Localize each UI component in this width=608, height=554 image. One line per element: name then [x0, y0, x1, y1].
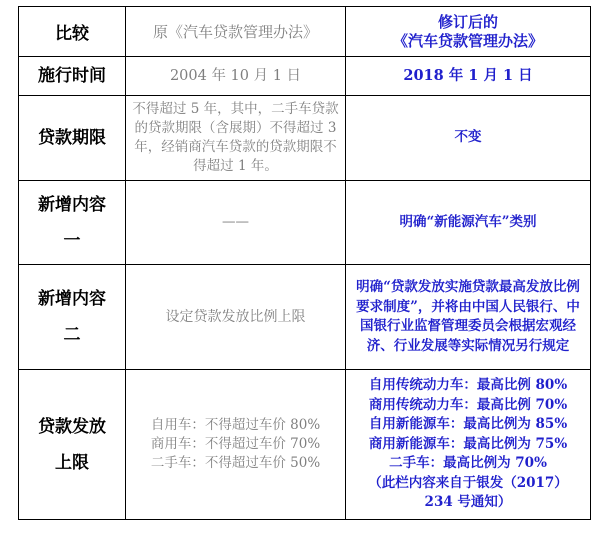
- revised-new-content-2: 明确“贷款发放实施贷款最高发放比例要求制度”，并将由中国人民银行、中国银行业监督管理委员会根据宏观经济、行业发展等实际情况另行规定: [346, 265, 591, 370]
- original-limit-line: 二手车：不得超过车价 50%: [150, 455, 321, 471]
- header-row: [19, 7, 591, 57]
- revised-limit-line: 自用传统动力车：最高比例 80%: [368, 377, 568, 394]
- original-limit-line: 自用车：不得超过车价 80%: [150, 417, 321, 433]
- row-label-loan-term: 贷款期限: [19, 96, 126, 181]
- revised-limit-line: 商用新能源车：最高比例为 75%: [368, 435, 568, 452]
- table-row: [19, 265, 591, 370]
- revised-effective-date: 2018 年 1 月 1 日: [346, 57, 591, 96]
- revised-new-content-1: 明确“新能源汽车”类别: [346, 181, 591, 265]
- row-label-line2: 二: [63, 325, 81, 345]
- row-label-line2: 一: [63, 230, 81, 251]
- table-row: [19, 181, 591, 265]
- row-label-new-content-1: [19, 181, 126, 265]
- row-label-line2: 上限: [55, 452, 89, 473]
- original-loan-limit: [126, 370, 346, 520]
- row-label-effective-date: 施行时间: [19, 57, 126, 96]
- header-revised-line1: 修订后的: [437, 12, 498, 31]
- table-row: [19, 96, 591, 181]
- original-loan-term: 不得超过 5 年，其中，二手车贷款的贷款期限（含展期）不得超过 3 年，经销商汽车贷款的贷款期限不得超过 1 年。: [126, 96, 346, 181]
- original-limit-line: 商用车：不得超过车价 70%: [150, 436, 321, 452]
- revised-loan-term: 不变: [346, 96, 591, 181]
- revised-limit-line: 234 号通知）: [424, 494, 512, 511]
- revised-limit-line: （此栏内容来自于银发（2017）: [368, 474, 568, 491]
- row-label-line1: 新增内容: [38, 194, 106, 215]
- header-compare: 比较: [19, 7, 126, 57]
- table-row: [19, 57, 591, 96]
- header-revised: [346, 7, 591, 57]
- revised-limit-line: 自用新能源车：最高比例为 85%: [368, 416, 568, 433]
- revised-limit-line: 商用传统动力车：最高比例 70%: [368, 396, 568, 413]
- table-row: [19, 370, 591, 520]
- row-label-new-content-2: [19, 265, 126, 370]
- row-label-line1: 新增内容: [38, 289, 106, 309]
- revised-limit-line: 二手车：最高比例为 70%: [389, 455, 547, 472]
- row-label-loan-limit: [19, 370, 126, 520]
- original-new-content-2: 设定贷款发放比例上限: [126, 265, 346, 370]
- row-label-line1: 贷款发放: [38, 416, 106, 437]
- revised-loan-limit: [346, 370, 591, 520]
- header-revised-line2: 《汽车贷款管理办法》: [392, 31, 543, 50]
- original-effective-date: 2004 年 10 月 1 日: [126, 57, 346, 96]
- comparison-table: [18, 6, 591, 520]
- original-new-content-1: ——: [126, 181, 346, 265]
- header-original: 原《汽车贷款管理办法》: [126, 7, 346, 57]
